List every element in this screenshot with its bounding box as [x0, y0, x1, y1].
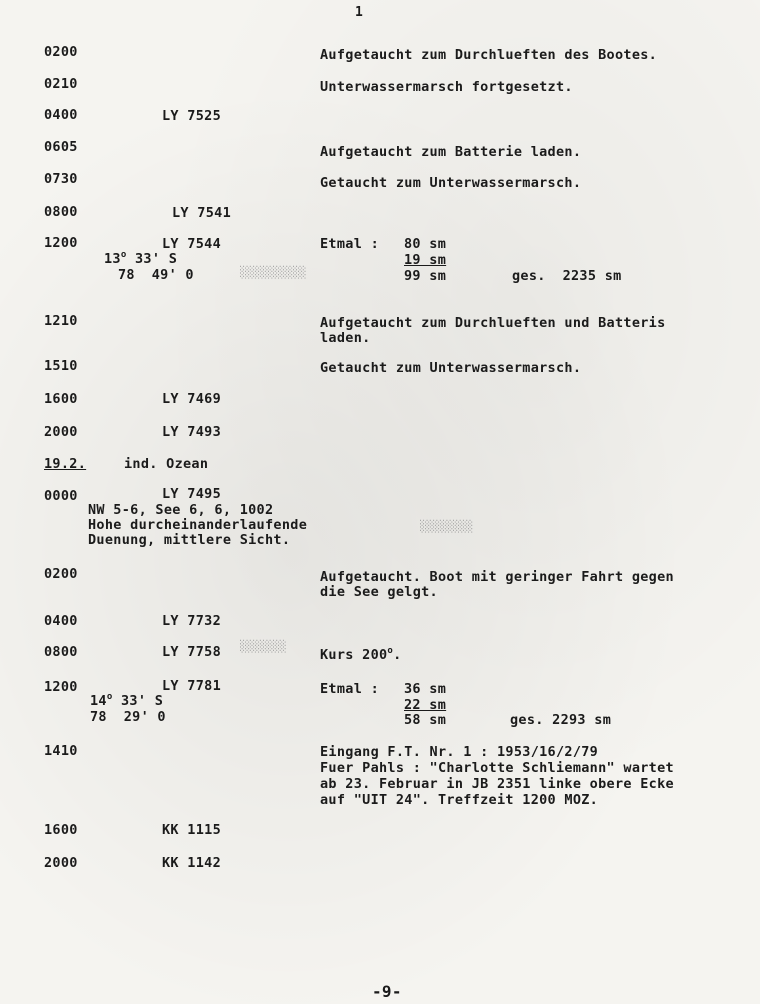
- entry-text: Aufgetaucht zum Batterie laden.: [320, 144, 582, 160]
- entry-text-continued: die See gelgt.: [320, 584, 438, 600]
- entry-time: 0400: [44, 613, 78, 629]
- entry-position: LY 7541: [172, 205, 231, 221]
- entry-text: Aufgetaucht zum Durchlueften und Batteris: [320, 315, 666, 331]
- entry-position: LY 7495: [162, 486, 221, 502]
- entry-time: 2000: [44, 855, 78, 871]
- entry-text: Aufgetaucht zum Durchlueften des Bootes.: [320, 47, 658, 63]
- entry-text-continued: ab 23. Februar in JB 2351 linke obere Ecke: [320, 776, 674, 792]
- entry-time: 2000: [44, 424, 78, 440]
- etmal-value: 36 sm: [404, 681, 447, 697]
- etmal-total: 58 sm: [404, 712, 447, 728]
- entry-text: Getaucht zum Unterwassermarsch.: [320, 360, 582, 376]
- entry-position: LY 7544: [162, 236, 221, 252]
- entry-time: 0730: [44, 171, 78, 187]
- entry-position: LY 7781: [162, 678, 221, 694]
- bleed-through-noise: ░░░░░░░░░░: [240, 266, 307, 279]
- latitude: 14$^o$ 33' S: [90, 692, 164, 709]
- entry-text-continued: auf "UIT 24". Treffzeit 1200 MOZ.: [320, 792, 599, 808]
- location-header: ind. Ozean: [124, 456, 209, 472]
- entry-position: LY 7758: [162, 644, 221, 660]
- etmal-value: 22 sm: [404, 697, 447, 713]
- entry-text-continued: Fuer Pahls : "Charlotte Schliemann" wartet: [320, 760, 674, 776]
- entry-time: 0000: [44, 488, 78, 504]
- entry-position: LY 7469: [162, 391, 221, 407]
- entry-time: 1510: [44, 358, 78, 374]
- etmal-total: 99 sm: [404, 268, 447, 284]
- entry-time: 1200: [44, 235, 78, 251]
- entry-text-continued: laden.: [320, 330, 371, 346]
- entry-text: Kurs 200$^o$.: [320, 646, 402, 663]
- entry-time: 1600: [44, 391, 78, 407]
- total-distance: ges. 2293 sm: [510, 712, 612, 728]
- longitude: 78 29' 0: [90, 709, 166, 725]
- entry-time: 1410: [44, 743, 78, 759]
- entry-position: LY 7493: [162, 424, 221, 440]
- etmal-label: Etmal :: [320, 681, 379, 697]
- page-top-mark: 1: [355, 5, 364, 20]
- etmal-value: 80 sm: [404, 236, 447, 252]
- entry-time: 0800: [44, 204, 78, 220]
- entry-position: LY 7732: [162, 613, 221, 629]
- entry-time: 1210: [44, 313, 78, 329]
- latitude: 13$^o$ 33' S: [104, 250, 178, 267]
- entry-text: Unterwassermarsch fortgesetzt.: [320, 79, 573, 95]
- page-number: -9-: [372, 982, 402, 1001]
- entry-time: 1200: [44, 679, 78, 695]
- entry-text: Aufgetaucht. Boot mit geringer Fahrt gegen: [320, 569, 674, 585]
- bleed-through-noise: ░░░░░░░░: [420, 520, 473, 533]
- entry-time: 0200: [44, 566, 78, 582]
- etmal-value: 19 sm: [404, 252, 447, 268]
- bleed-through-noise: ░░░░░░░: [240, 640, 287, 653]
- entry-time: 0200: [44, 44, 78, 60]
- date-header: 19.2.: [44, 456, 87, 472]
- entry-text: Eingang F.T. Nr. 1 : 1953/16/2/79: [320, 744, 599, 760]
- weather-report: Hohe durcheinanderlaufende: [88, 517, 308, 533]
- entry-time: 0605: [44, 139, 78, 155]
- entry-position: LY 7525: [162, 108, 221, 124]
- longitude: 78 49' 0: [118, 267, 194, 283]
- total-distance: ges. 2235 sm: [512, 268, 622, 284]
- weather-report: Duenung, mittlere Sicht.: [88, 532, 291, 548]
- entry-position: KK 1115: [162, 822, 221, 838]
- weather-report: NW 5-6, See 6, 6, 1002: [88, 502, 274, 518]
- entry-time: 1600: [44, 822, 78, 838]
- etmal-label: Etmal :: [320, 236, 379, 252]
- entry-time: 0400: [44, 107, 78, 123]
- entry-time: 0800: [44, 644, 78, 660]
- entry-time: 0210: [44, 76, 78, 92]
- entry-position: KK 1142: [162, 855, 221, 871]
- entry-text: Getaucht zum Unterwassermarsch.: [320, 175, 582, 191]
